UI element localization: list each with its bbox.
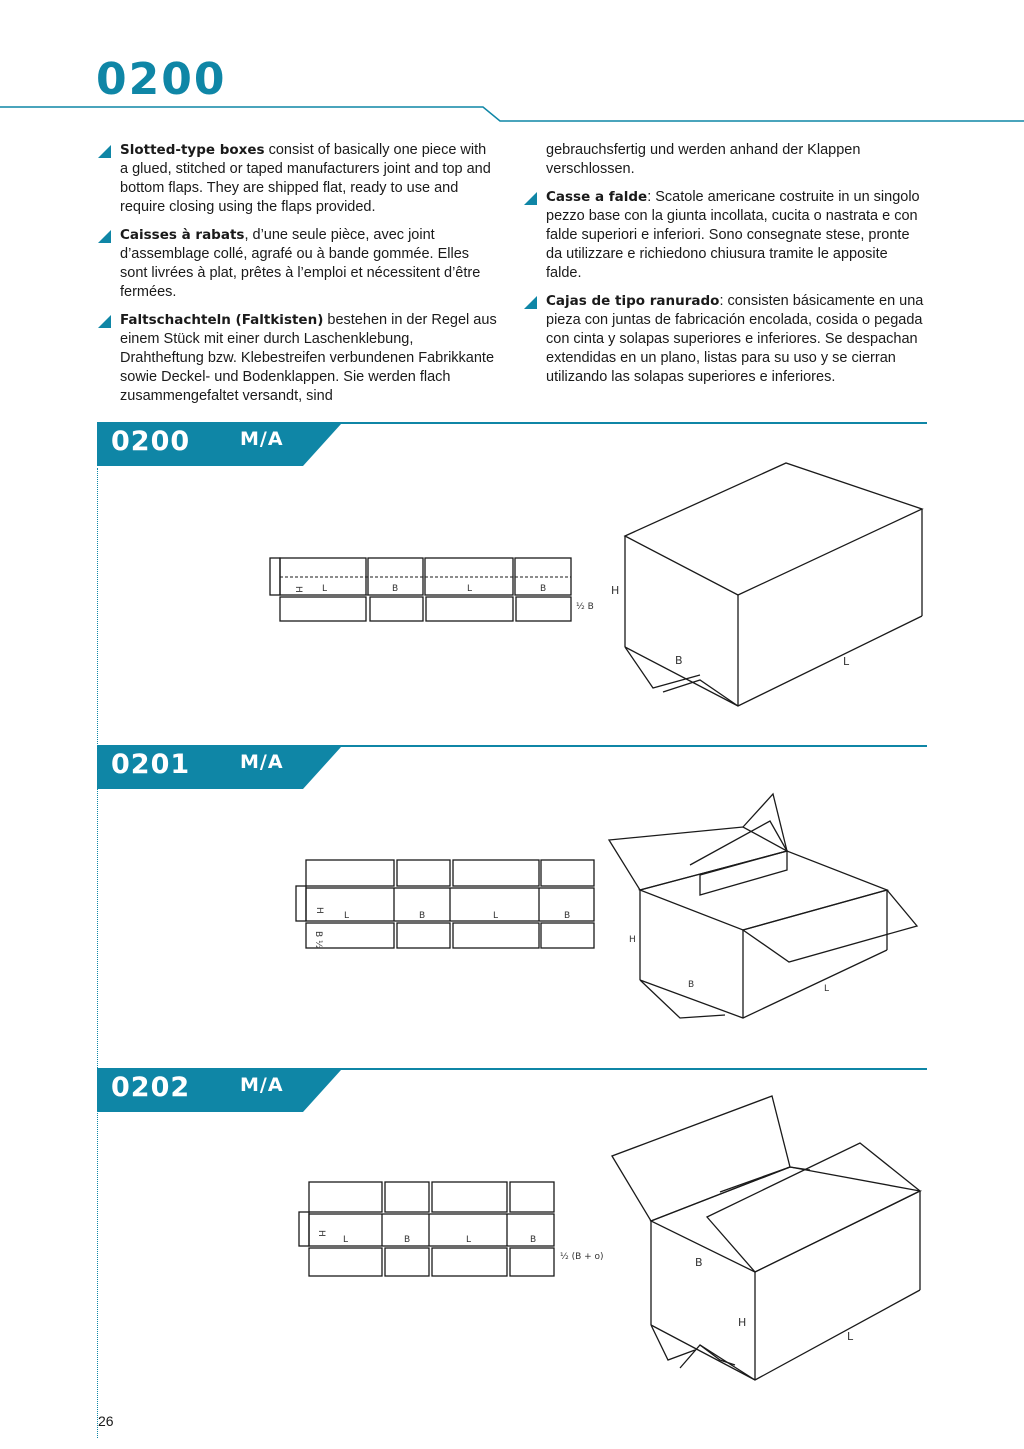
box-label-h: H <box>629 935 636 945</box>
flat-label-l: L <box>467 584 473 594</box>
flat-label-h: H <box>293 586 303 593</box>
paragraph-lead: Caisses à rabats <box>120 227 245 243</box>
flat-label-l: L <box>466 1235 472 1245</box>
box-label-b: B <box>695 1256 703 1269</box>
flat-label-b: B <box>564 911 571 921</box>
paragraph-text: bestehen in der Regel aus einem Stück mit einer durch Laschenklebung, Drahtheftung bzw. Klebestreifen verbundenen Fabrikkante sowie Deckel- und Bodenklappen. Sie werden flach zusammengefaltet versandt, sind <box>120 312 497 404</box>
box-label-h: H <box>738 1316 747 1329</box>
flat-blank-0201 <box>296 860 594 948</box>
box-label-l: L <box>843 655 850 668</box>
flat-label-b: B <box>530 1235 537 1245</box>
box-label-b: B <box>675 654 683 667</box>
box-label-l: L <box>824 984 830 994</box>
flat-label-l: L <box>322 584 328 594</box>
flat-label-h: H <box>316 1230 326 1237</box>
page-number: 26 <box>98 1413 114 1429</box>
box-3d-0202 <box>612 1096 920 1380</box>
flat-label-b: B <box>392 584 399 594</box>
flat-label-b: B <box>419 911 426 921</box>
paragraph-text: : Scatole americane costruite in un singolo pezzo base con la giunta incollata, cucita o nastrata e con falde superiori e inferiori. Sono consegnate stese, pronte da utilizzare e richiedono chiusura tramite le apposite falde. <box>546 189 920 281</box>
section-code: 0201 <box>111 749 191 780</box>
section-code: 0200 <box>111 426 191 457</box>
paragraph-lead: Faltschachteln (Faltkisten) <box>120 312 324 328</box>
box-label-l: L <box>847 1330 854 1343</box>
flat-label-l: L <box>344 911 350 921</box>
flat-label-half-b: ½ B <box>576 602 594 612</box>
flat-blank-0200 <box>270 558 571 621</box>
flat-label-b: B <box>540 584 547 594</box>
paragraph-lead: Slotted-type boxes <box>120 142 265 158</box>
flat-label-half-b: B ½ <box>313 931 323 949</box>
flat-label-h: H <box>314 907 324 914</box>
flat-label-l: L <box>493 911 499 921</box>
section-ma: M/A <box>240 428 284 450</box>
section-ma: M/A <box>240 1074 284 1096</box>
page-title-code: 0200 <box>96 54 227 105</box>
flat-label-half-b-o: ½ (B + o) <box>560 1252 604 1262</box>
box-label-h: H <box>611 584 620 597</box>
paragraph-text: : consisten básicamente en una pieza con juntas de fabricación encolada, cosida o pegada con cinta y solapas superiores e inferiores. Se despachan extendidas en un plano, listas para su uso y se cierran utilizando las solapas superiores e inferiores. <box>546 293 924 385</box>
flat-blank-0202 <box>299 1182 554 1276</box>
paragraph-lead: Casse a falde <box>546 189 648 205</box>
paragraph-text: consist of basically one piece with a glued, stitched or taped manufacturers joint and top and bottom flaps. They are shipped flat, ready to use and require closing using the flaps provided. <box>120 142 491 215</box>
box-3d-0200 <box>625 463 922 706</box>
box-3d-0201 <box>609 794 917 1018</box>
section-ma: M/A <box>240 751 284 773</box>
flat-label-l: L <box>343 1235 349 1245</box>
flat-label-b: B <box>404 1235 411 1245</box>
section-code: 0202 <box>111 1072 191 1103</box>
paragraph-text: , d’une seule pièce, avec joint d’assemblage collé, agrafé ou à bande gommée. Elles sont livrées à plat, prêtes à l’emploi et nécessitent d’être fermées. <box>120 227 481 300</box>
box-label-b: B <box>688 980 695 990</box>
paragraph-text: gebrauchsfertig und werden anhand der Klappen verschlossen. <box>546 142 861 177</box>
paragraph-lead: Cajas de tipo ranurado <box>546 293 720 309</box>
